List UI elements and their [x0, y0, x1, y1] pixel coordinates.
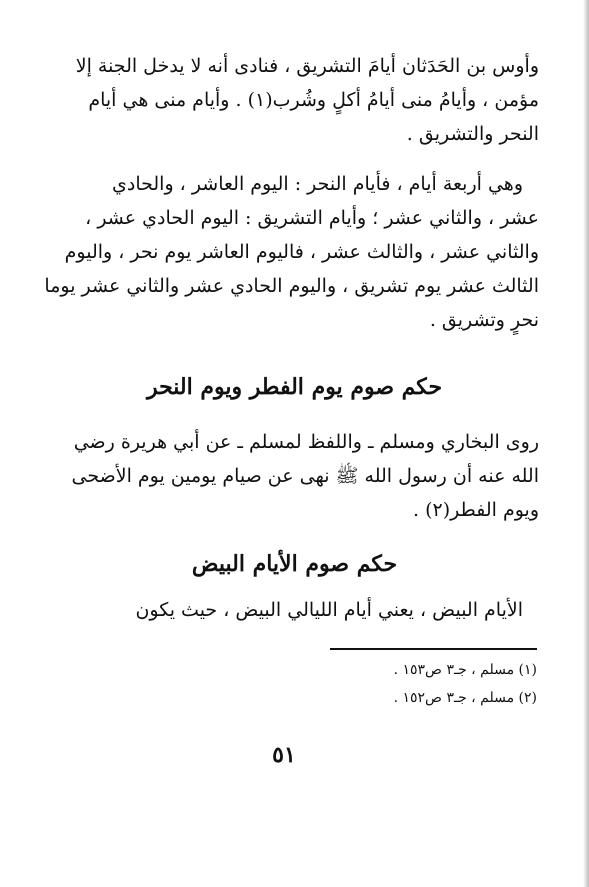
- paragraph-3-line-3: ويوم الفطر(٢) .: [413, 499, 539, 521]
- paragraph-3-line-2: الله عنه أن رسول الله ﷺ نهى عن صيام يومين يوم الأضحى: [71, 465, 539, 487]
- paragraph-1-line-3: النحر والتشريق .: [406, 123, 539, 145]
- section-heading-fitr-nahr: حكم صوم يوم الفطر ويوم النحر: [146, 374, 443, 400]
- paragraph-1-line-1: وأوس بن الحَدَثان أيامَ التشريق ، فنادى أنه لا يدخل الجنة إلا: [75, 55, 539, 77]
- footnote-separator: [330, 648, 537, 650]
- paragraph-4-line-1: الأيام البيض ، يعني أيام الليالي البيض ، حيث يكون: [135, 599, 523, 621]
- paragraph-2-line-5: نحرٍ وتشريق .: [429, 309, 539, 331]
- paragraph-3-line-1: روى البخاري ومسلم ـ واللفظ لمسلم ـ عن أبي هريرة رضي: [73, 431, 539, 453]
- page-number: ٥١: [272, 742, 296, 768]
- paragraph-2-line-2: عشر ، والثاني عشر ؛ وأيام التشريق : اليوم الحادي عشر ،: [85, 207, 539, 229]
- paragraph-2-line-4: الثالث عشر يوم تشريق ، واليوم الحادي عشر والثاني عشر يوما: [44, 275, 539, 297]
- paragraph-2-line-3: والثاني عشر ، والثالث عشر ، فاليوم العاشر يوم نحر ، واليوم: [64, 241, 539, 263]
- footnote-1: (١) مسلم ، جـ٣ ص١٥٣ .: [393, 662, 537, 678]
- paragraph-2-line-1: وهي أربعة أيام ، فأيام النحر : اليوم العاشر ، والحادي: [111, 173, 523, 195]
- page-edge-shadow: [583, 0, 589, 887]
- paragraph-1-line-2: مؤمن ، وأيامُ منى أيامُ أكلٍ وشُرب(١) . وأيام منى هي أيام: [88, 89, 539, 111]
- footnote-2: (٢) مسلم ، جـ٣ ص١٥٢ .: [393, 690, 537, 706]
- section-heading-ayyam-bid: حكم صوم الأيام البيض: [191, 551, 398, 577]
